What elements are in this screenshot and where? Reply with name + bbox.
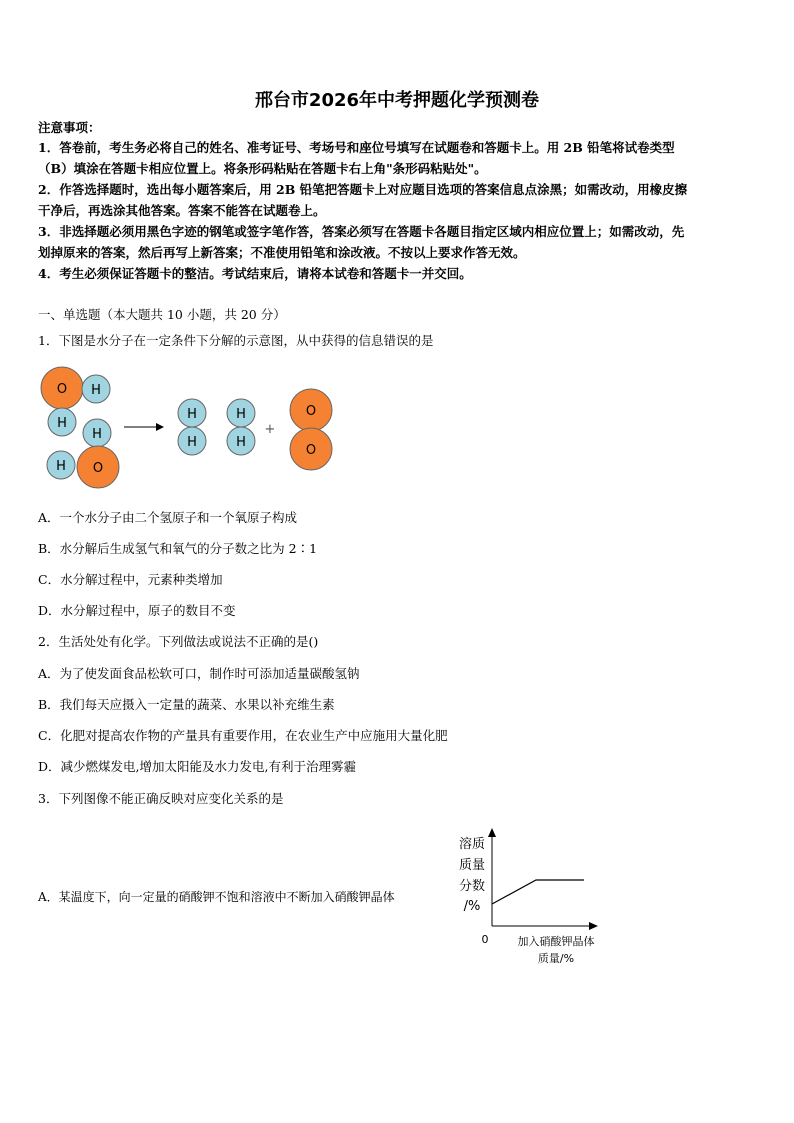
- x-axis-label: 加入硝酸钾晶体: [517, 935, 595, 948]
- data-line: [492, 880, 584, 904]
- question-3-stem: 3．下列图像不能正确反映对应变化关系的是: [38, 791, 284, 806]
- y-axis-label: 溶质: [458, 837, 486, 852]
- notice-line: （B）填涂在答题卡相应位置上。将条形码粘贴在答题卡右上角"条形码粘贴处"。: [38, 161, 487, 176]
- svg-text:H: H: [187, 407, 197, 422]
- question-1-stem: 1．下图是水分子在一定条件下分解的示意图，从中获得的信息错误的是: [38, 333, 434, 348]
- svg-text:H: H: [57, 416, 67, 431]
- y-axis-label: 质量: [458, 858, 486, 873]
- notice-heading: 注意事项：: [38, 120, 101, 135]
- svg-text:O: O: [92, 461, 104, 476]
- svg-text:H: H: [236, 435, 246, 450]
- notice-line: 划掉原来的答案，然后再写上新答案；不准使用铅笔和涂改液。不按以上要求作答无效。: [38, 245, 526, 260]
- q1-option-a: A．一个水分子由二个氢原子和一个氧原子构成: [38, 510, 298, 525]
- svg-text:H: H: [236, 407, 246, 422]
- q1-option-d: D．水分解过程中，原子的数目不变: [38, 603, 236, 618]
- y-axis-label: 分数: [458, 879, 486, 894]
- notice-line: 2．作答选择题时，选出每小题答案后，用 2B 铅笔把答题卡上对应题目选项的答案信息点涂黑；如需改动，用橡皮擦: [38, 182, 688, 197]
- water-decomposition-diagram: [30, 360, 350, 495]
- q2-option-c: C．化肥对提高农作物的产量具有重要作用，在农业生产中应施用大量化肥: [38, 728, 448, 743]
- y-axis-label: /%: [463, 899, 481, 914]
- q2-option-d: D．减少燃煤发电,增加太阳能及水力发电,有利于治理雾霾: [38, 759, 356, 774]
- q1-option-b: B．水分解后生成氢气和氧气的分子数之比为 2∶1: [38, 541, 318, 556]
- section-heading: 一、单选题（本大题共 10 小题，共 20 分）: [38, 307, 286, 322]
- notice-line: 3．非选择题必须用黑色字迹的钢笔或签字笔作答，答案必须写在答题卡各题目指定区域内相应位置上；如需改动，先: [38, 224, 685, 239]
- svg-text:O: O: [56, 382, 68, 397]
- plus-sign: +: [264, 422, 276, 437]
- notice-line: 4．考生必须保证答题卡的整洁。考试结束后，请将本试卷和答题卡一并交回。: [38, 266, 472, 281]
- svg-text:O: O: [305, 443, 317, 458]
- svg-text:H: H: [91, 383, 101, 398]
- notice-line: 1．答卷前，考生务必将自己的姓名、准考证号、考场号和座位号填写在试题卷和答题卡上。用 2B 铅笔将试卷类型: [38, 140, 675, 155]
- question-2-stem: 2．生活处处有化学。下列做法或说法不正确的是(): [38, 634, 319, 649]
- notice-line: 干净后，再选涂其他答案。答案不能答在试题卷上。: [38, 203, 326, 218]
- q1-option-c: C．水分解过程中，元素种类增加: [38, 572, 223, 587]
- page-title: 邢台市2026年中考押题化学预测卷: [254, 90, 540, 111]
- origin-label: 0: [481, 933, 489, 946]
- q3-option-a: A．某温度下，向一定量的硝酸钾不饱和溶液中不断加入硝酸钾晶体: [38, 890, 395, 904]
- svg-text:H: H: [56, 459, 66, 474]
- solubility-graph: [452, 828, 622, 973]
- svg-text:O: O: [305, 404, 317, 419]
- svg-text:H: H: [92, 427, 102, 442]
- x-axis-label: 质量/%: [537, 952, 575, 965]
- q2-option-a: A．为了使发面食品松软可口，制作时可添加适量碳酸氢钠: [38, 666, 360, 681]
- q2-option-b: B．我们每天应摄入一定量的蔬菜、水果以补充维生素: [38, 697, 335, 712]
- svg-text:H: H: [187, 435, 197, 450]
